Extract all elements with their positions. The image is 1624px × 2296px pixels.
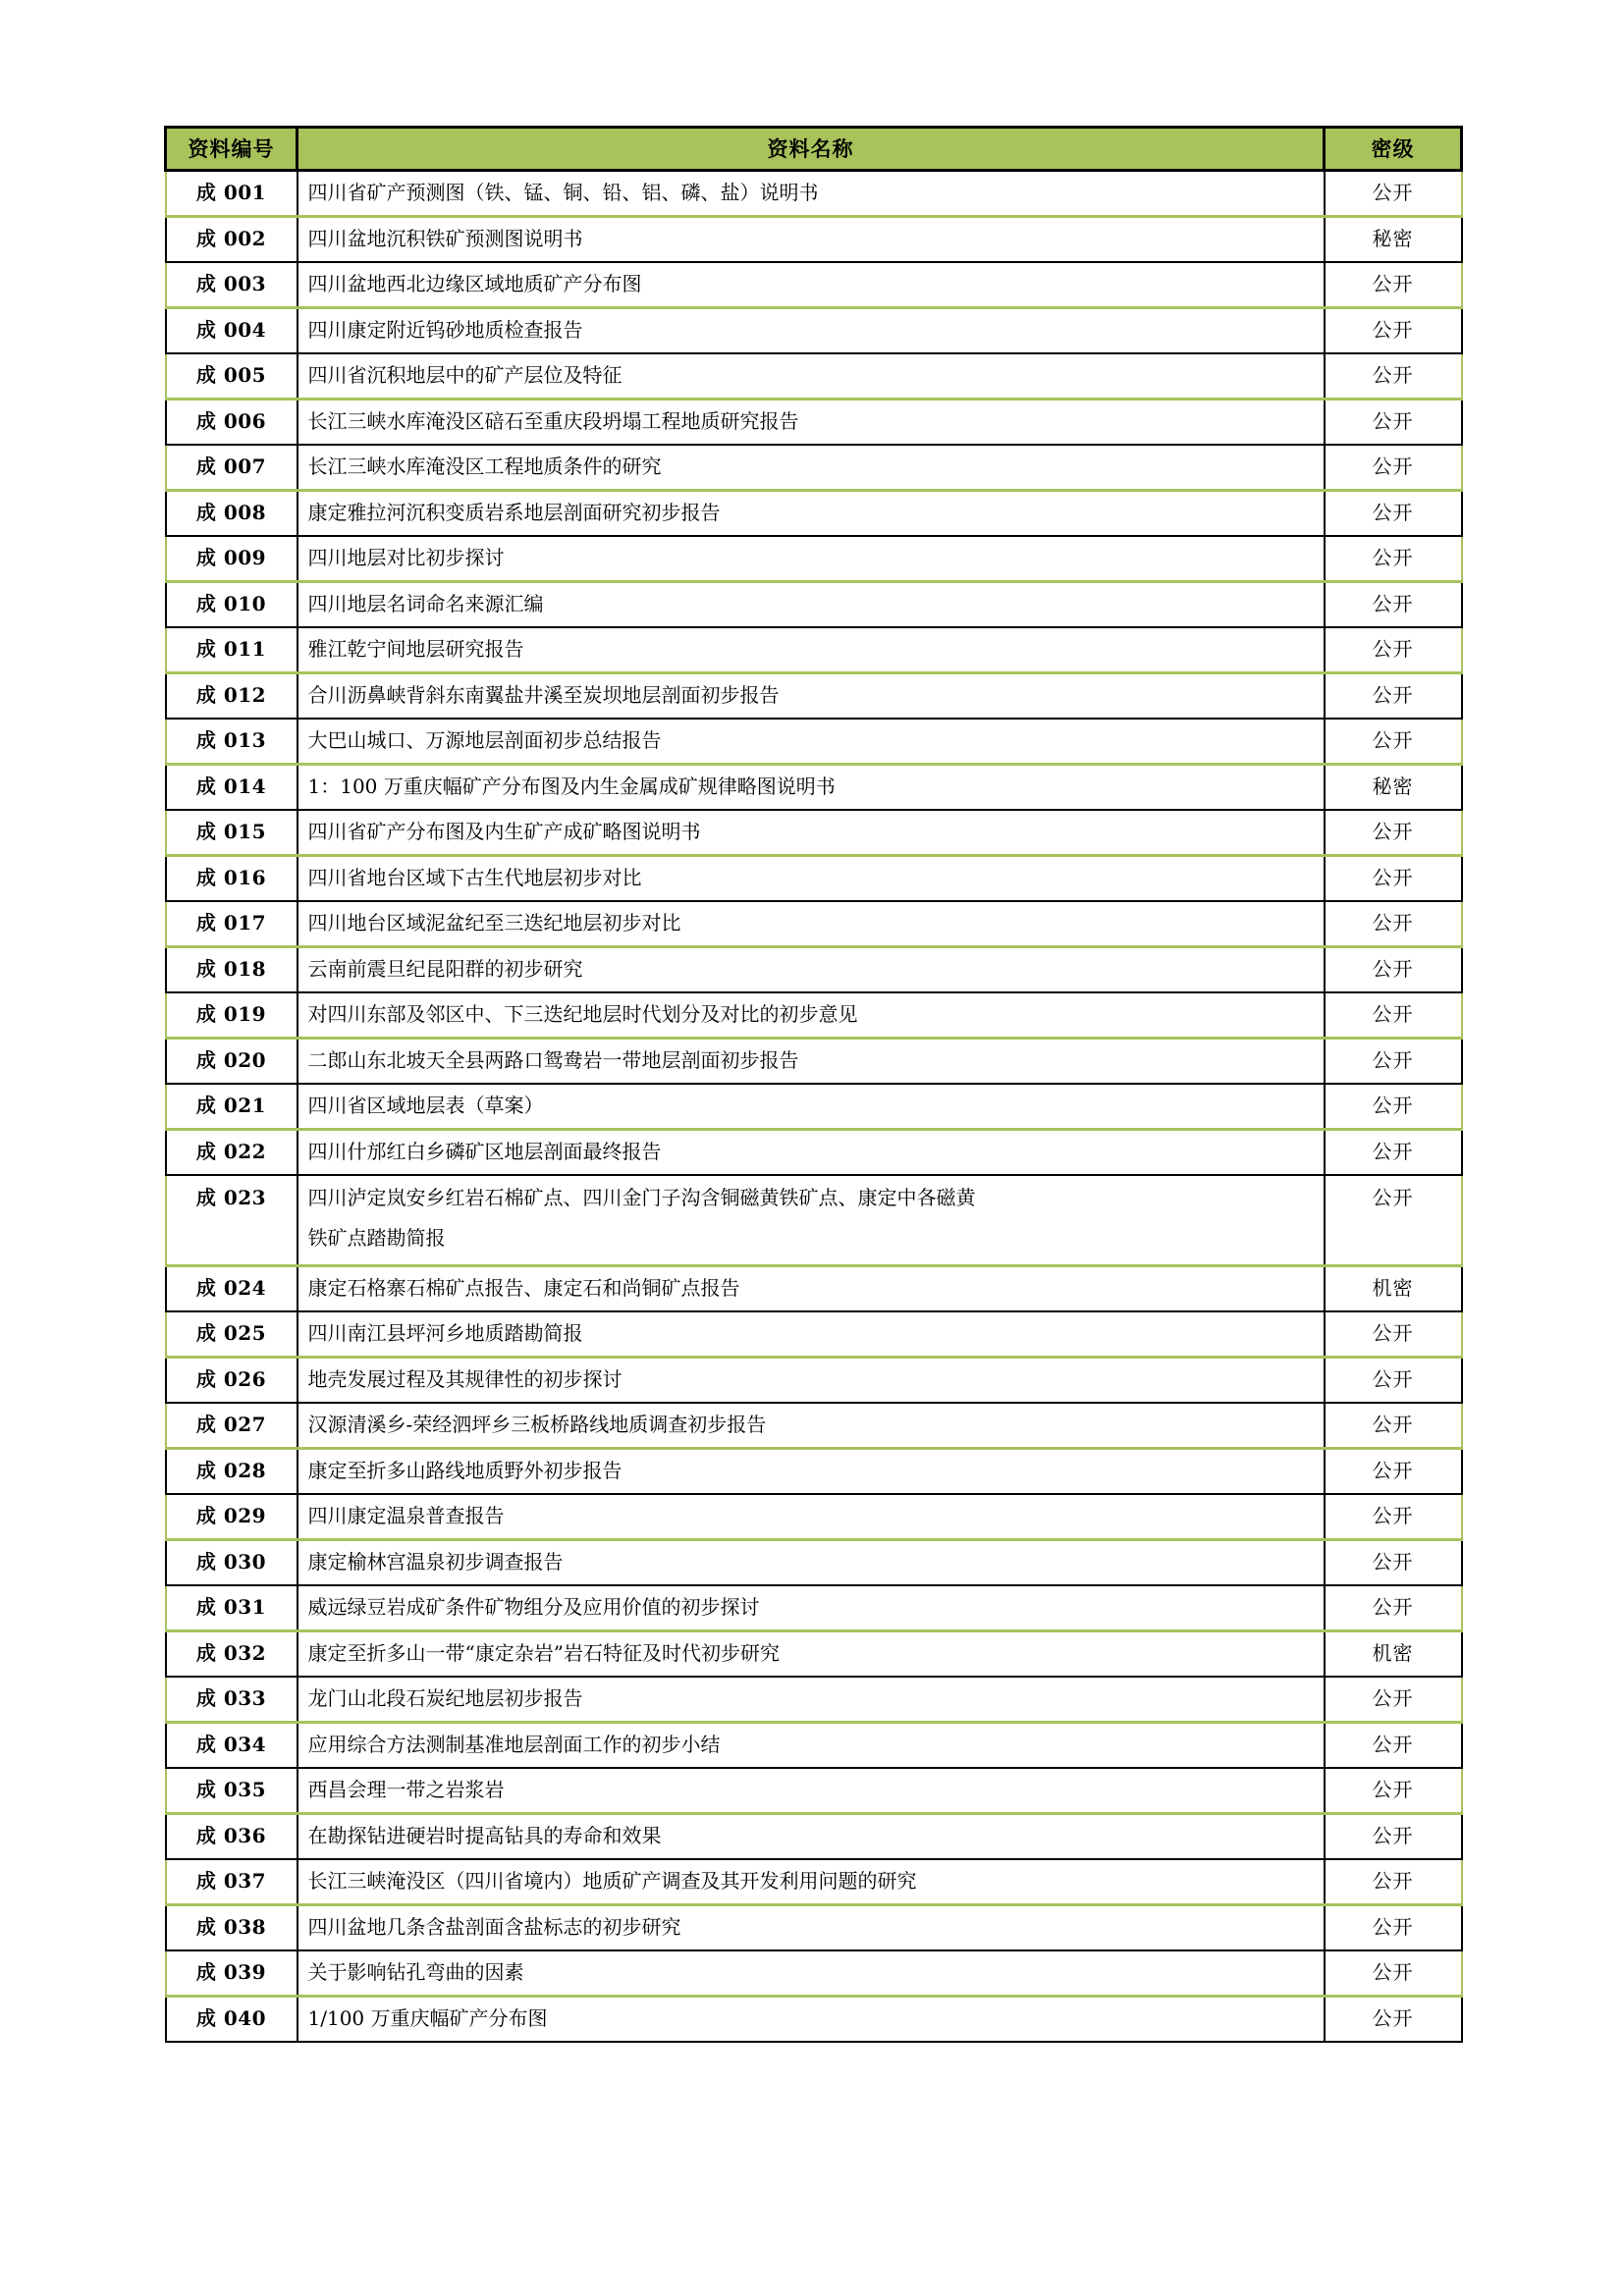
cell-id: 成 013 — [166, 719, 298, 765]
column-header-id: 资料编号 — [166, 128, 298, 171]
cell-name: 西昌会理一带之岩浆岩 — [298, 1768, 1325, 1814]
table-row — [166, 810, 1462, 856]
table-row — [166, 856, 1462, 902]
header-row — [166, 128, 1462, 171]
cell-name: 关于影响钻孔弯曲的因素 — [298, 1950, 1325, 1997]
cell-level: 公开 — [1325, 901, 1462, 947]
cell-name: 龙门山北段石炭纪地层初步报告 — [298, 1677, 1325, 1723]
cell-name: 四川地层名词命名来源汇编 — [298, 582, 1325, 628]
table-row — [166, 400, 1462, 446]
table-row — [166, 1539, 1462, 1585]
table-row — [166, 1813, 1462, 1859]
cell-name: 在勘探钻进硬岩时提高钻具的寿命和效果 — [298, 1813, 1325, 1859]
cell-id: 成 038 — [166, 1904, 298, 1950]
cell-id: 成 037 — [166, 1859, 298, 1905]
cell-id: 成 033 — [166, 1677, 298, 1723]
table-row — [166, 1494, 1462, 1540]
cell-id: 成 004 — [166, 308, 298, 354]
cell-name: 四川盆地西北边缘区域地质矿产分布图 — [298, 262, 1325, 308]
table-row — [166, 1722, 1462, 1768]
cell-name: 四川康定附近钨砂地质检查报告 — [298, 308, 1325, 354]
cell-level: 公开 — [1325, 1677, 1462, 1723]
table-row — [166, 582, 1462, 628]
cell-id: 成 008 — [166, 491, 298, 537]
cell-name: 长江三峡淹没区（四川省境内）地质矿产调查及其开发利用问题的研究 — [298, 1859, 1325, 1905]
cell-name: 1/100 万重庆幅矿产分布图 — [298, 1996, 1325, 2042]
cell-id: 成 016 — [166, 856, 298, 902]
cell-id: 成 027 — [166, 1403, 298, 1449]
table-row — [166, 491, 1462, 537]
cell-id: 成 014 — [166, 765, 298, 811]
cell-level: 机密 — [1325, 1265, 1462, 1311]
cell-level: 公开 — [1325, 1357, 1462, 1403]
cell-id: 成 023 — [166, 1175, 298, 1265]
cell-name: 四川省地台区域下古生代地层初步对比 — [298, 856, 1325, 902]
table-row — [166, 171, 1462, 217]
cell-name: 汉源清溪乡-荣经泗坪乡三板桥路线地质调查初步报告 — [298, 1403, 1325, 1449]
cell-level: 公开 — [1325, 1768, 1462, 1814]
cell-name: 康定榆林宫温泉初步调查报告 — [298, 1539, 1325, 1585]
column-header-level: 密级 — [1325, 128, 1462, 171]
cell-name: 应用综合方法测制基准地层剖面工作的初步小结 — [298, 1722, 1325, 1768]
cell-id: 成 022 — [166, 1130, 298, 1176]
table-row — [166, 353, 1462, 400]
cell-name: 康定至折多山路线地质野外初步报告 — [298, 1448, 1325, 1494]
cell-level: 机密 — [1325, 1630, 1462, 1677]
table-row — [166, 1265, 1462, 1311]
cell-id: 成 010 — [166, 582, 298, 628]
cell-name: 对四川东部及邻区中、下三迭纪地层时代划分及对比的初步意见 — [298, 992, 1325, 1039]
cell-level: 公开 — [1325, 627, 1462, 673]
cell-level: 公开 — [1325, 810, 1462, 856]
cell-name: 四川省沉积地层中的矿产层位及特征 — [298, 353, 1325, 400]
table-header — [166, 128, 1462, 171]
cell-name: 四川什邡红白乡磷矿区地层剖面最终报告 — [298, 1130, 1325, 1176]
cell-level: 公开 — [1325, 1494, 1462, 1540]
cell-name: 长江三峡水库淹没区碚石至重庆段坍塌工程地质研究报告 — [298, 400, 1325, 446]
table-row — [166, 1996, 1462, 2042]
cell-id: 成 015 — [166, 810, 298, 856]
table-row — [166, 1859, 1462, 1905]
cell-name — [298, 1175, 1325, 1265]
cell-level: 公开 — [1325, 171, 1462, 217]
cell-level: 公开 — [1325, 308, 1462, 354]
table-row — [166, 1039, 1462, 1085]
cell-name: 康定石格寨石棉矿点报告、康定石和尚铜矿点报告 — [298, 1265, 1325, 1311]
cell-level: 公开 — [1325, 673, 1462, 720]
cell-name: 四川地层对比初步探讨 — [298, 536, 1325, 582]
table-row — [166, 1130, 1462, 1176]
cell-level: 公开 — [1325, 262, 1462, 308]
table-row — [166, 765, 1462, 811]
cell-name-line: 四川泸定岚安乡红岩石棉矿点、四川金门子沟含铜磁黄铁矿点、康定中各磁黄 — [307, 1186, 976, 1209]
cell-id: 成 026 — [166, 1357, 298, 1403]
cell-level: 公开 — [1325, 445, 1462, 491]
cell-level: 公开 — [1325, 1859, 1462, 1905]
cell-level: 公开 — [1325, 1403, 1462, 1449]
table-row — [166, 1768, 1462, 1814]
cell-level: 公开 — [1325, 1084, 1462, 1130]
cell-id: 成 018 — [166, 947, 298, 993]
cell-level: 公开 — [1325, 1950, 1462, 1997]
table-row — [166, 1677, 1462, 1723]
cell-level: 公开 — [1325, 491, 1462, 537]
table-row — [166, 1630, 1462, 1677]
cell-level: 公开 — [1325, 1722, 1462, 1768]
table-body — [166, 171, 1462, 2042]
cell-level: 秘密 — [1325, 765, 1462, 811]
cell-level: 秘密 — [1325, 217, 1462, 263]
cell-id: 成 034 — [166, 1722, 298, 1768]
cell-name: 云南前震旦纪昆阳群的初步研究 — [298, 947, 1325, 993]
cell-level: 公开 — [1325, 1130, 1462, 1176]
cell-id: 成 017 — [166, 901, 298, 947]
cell-name: 四川省矿产分布图及内生矿产成矿略图说明书 — [298, 810, 1325, 856]
cell-level: 公开 — [1325, 856, 1462, 902]
cell-level: 公开 — [1325, 353, 1462, 400]
cell-id: 成 007 — [166, 445, 298, 491]
cell-name: 二郎山东北坡天全县两路口鸳鸯岩一带地层剖面初步报告 — [298, 1039, 1325, 1085]
cell-level: 公开 — [1325, 536, 1462, 582]
cell-id: 成 039 — [166, 1950, 298, 1997]
table-row — [166, 308, 1462, 354]
table-row — [166, 1403, 1462, 1449]
table-row — [166, 536, 1462, 582]
catalog-table-wrapper — [164, 126, 1460, 2043]
table-row — [166, 992, 1462, 1039]
table-row — [166, 445, 1462, 491]
cell-level: 公开 — [1325, 992, 1462, 1039]
column-header-name: 资料名称 — [298, 128, 1325, 171]
cell-id: 成 005 — [166, 353, 298, 400]
cell-name: 康定至折多山一带“康定杂岩”岩石特征及时代初步研究 — [298, 1630, 1325, 1677]
cell-id: 成 031 — [166, 1585, 298, 1631]
cell-name: 四川康定温泉普查报告 — [298, 1494, 1325, 1540]
cell-id: 成 006 — [166, 400, 298, 446]
cell-name: 威远绿豆岩成矿条件矿物组分及应用价值的初步探讨 — [298, 1585, 1325, 1631]
table-row — [166, 947, 1462, 993]
cell-level: 公开 — [1325, 719, 1462, 765]
cell-level: 公开 — [1325, 1448, 1462, 1494]
table-row — [166, 1084, 1462, 1130]
cell-id: 成 024 — [166, 1265, 298, 1311]
cell-name: 长江三峡水库淹没区工程地质条件的研究 — [298, 445, 1325, 491]
cell-level: 公开 — [1325, 1311, 1462, 1358]
cell-level: 公开 — [1325, 1175, 1462, 1265]
cell-id: 成 002 — [166, 217, 298, 263]
cell-id: 成 012 — [166, 673, 298, 720]
table-row — [166, 1950, 1462, 1997]
cell-name: 四川省区域地层表（草案） — [298, 1084, 1325, 1130]
cell-id: 成 009 — [166, 536, 298, 582]
cell-id: 成 020 — [166, 1039, 298, 1085]
table-row — [166, 217, 1462, 263]
table-row — [166, 901, 1462, 947]
cell-id: 成 030 — [166, 1539, 298, 1585]
cell-id: 成 025 — [166, 1311, 298, 1358]
cell-name: 四川南江县坪河乡地质踏勘简报 — [298, 1311, 1325, 1358]
cell-level: 公开 — [1325, 582, 1462, 628]
cell-id: 成 040 — [166, 1996, 298, 2042]
cell-level: 公开 — [1325, 947, 1462, 993]
cell-name: 合川沥鼻峡背斜东南翼盐井溪至炭坝地层剖面初步报告 — [298, 673, 1325, 720]
cell-level: 公开 — [1325, 400, 1462, 446]
cell-level: 公开 — [1325, 1539, 1462, 1585]
table-row — [166, 1585, 1462, 1631]
table-row — [166, 627, 1462, 673]
table-row — [166, 1448, 1462, 1494]
cell-level: 公开 — [1325, 1813, 1462, 1859]
table-row — [166, 262, 1462, 308]
cell-name: 康定雅拉河沉积变质岩系地层剖面研究初步报告 — [298, 491, 1325, 537]
cell-level: 公开 — [1325, 1039, 1462, 1085]
table-row — [166, 673, 1462, 720]
cell-name: 四川省矿产预测图（铁、锰、铜、铅、铝、磷、盐）说明书 — [298, 171, 1325, 217]
cell-id: 成 028 — [166, 1448, 298, 1494]
cell-id: 成 021 — [166, 1084, 298, 1130]
cell-level: 公开 — [1325, 1585, 1462, 1631]
cell-name-line: 铁矿点踏勘简报 — [307, 1226, 446, 1250]
table-row — [166, 1311, 1462, 1358]
cell-name: 四川盆地几条含盐剖面含盐标志的初步研究 — [298, 1904, 1325, 1950]
table-row — [166, 1175, 1462, 1265]
cell-name: 大巴山城口、万源地层剖面初步总结报告 — [298, 719, 1325, 765]
cell-name: 1：100 万重庆幅矿产分布图及内生金属成矿规律略图说明书 — [298, 765, 1325, 811]
cell-name: 四川地台区域泥盆纪至三迭纪地层初步对比 — [298, 901, 1325, 947]
cell-id: 成 011 — [166, 627, 298, 673]
cell-id: 成 001 — [166, 171, 298, 217]
cell-id: 成 019 — [166, 992, 298, 1039]
cell-id: 成 032 — [166, 1630, 298, 1677]
cell-level: 公开 — [1325, 1996, 1462, 2042]
table-row — [166, 1904, 1462, 1950]
cell-id: 成 036 — [166, 1813, 298, 1859]
cell-level: 公开 — [1325, 1904, 1462, 1950]
cell-id: 成 035 — [166, 1768, 298, 1814]
table-row — [166, 719, 1462, 765]
cell-name: 四川盆地沉积铁矿预测图说明书 — [298, 217, 1325, 263]
cell-id: 成 003 — [166, 262, 298, 308]
table-row — [166, 1357, 1462, 1403]
cell-name: 雅江乾宁间地层研究报告 — [298, 627, 1325, 673]
cell-id: 成 029 — [166, 1494, 298, 1540]
catalog-table — [164, 126, 1463, 2043]
cell-name: 地壳发展过程及其规律性的初步探讨 — [298, 1357, 1325, 1403]
